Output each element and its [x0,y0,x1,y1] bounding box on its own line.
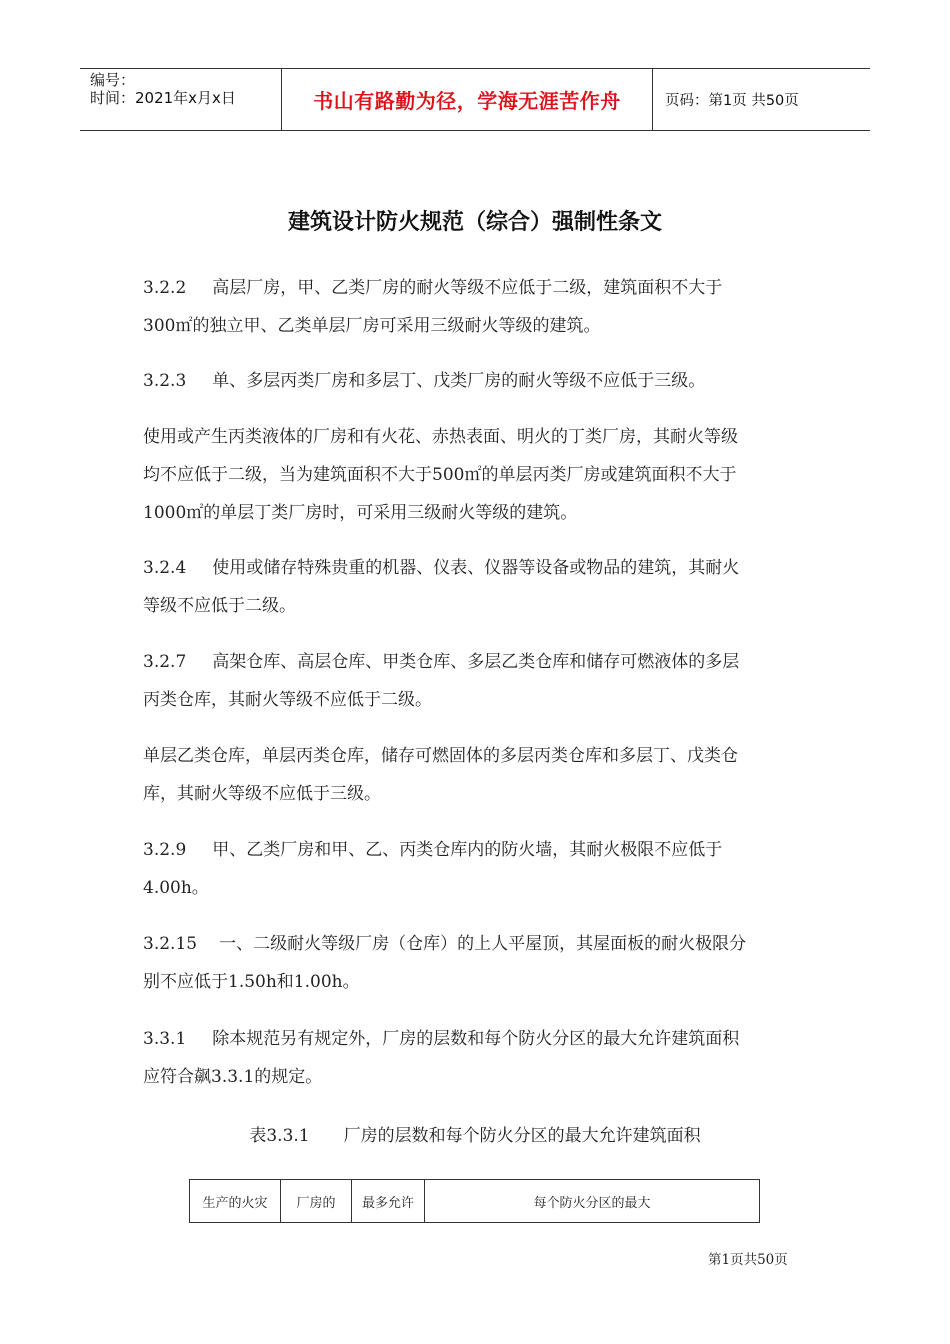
table-header-row [190,1180,760,1223]
clause-text: 甲、乙类厂房和甲、乙、丙类仓库内的防火墙，其耐火极限不应低于 [212,840,723,860]
clause-number: 3.2.4 [143,558,187,578]
paragraph-line: 单层乙类仓库，单层丙类仓库，储存可燃固体的多层丙类仓库和多层丁、戊类仓 [143,746,738,766]
clause-number: 3.3.1 [143,1029,187,1049]
header-page-cell [653,69,870,130]
clause-text: 等级不应低于二级。 [143,596,296,616]
paragraph-class-c-d [143,418,811,532]
clause-number: 3.2.2 [143,278,187,298]
header-motto-cell [281,69,653,130]
clause-3-2-3 [143,362,811,400]
page-footer: 第1页共50页 [708,1252,788,1268]
time-label: 时间：2021年x月x日 [90,89,236,107]
clause-text: 应符合飙3.3.1的规定。 [143,1067,323,1087]
clause-text: 丙类仓库，其耐火等级不应低于二级。 [143,690,432,710]
clause-3-3-1 [143,1020,811,1096]
clause-number: 3.2.15 [143,934,198,954]
table-header-cell: 最多允许 [352,1180,425,1223]
header-meta [80,69,281,130]
clause-number: 3.2.7 [143,652,187,672]
table-header-cell: 生产的火灾 [190,1180,281,1223]
paragraph-line: 1000㎡的单层丁类厂房时，可采用三级耐火等级的建筑。 [143,503,578,523]
clause-number: 3.2.9 [143,840,187,860]
clause-text: 一、二级耐火等级厂房（仓库）的上人平屋顶，其屋面板的耐火极限分 [219,934,747,954]
paragraph-line: 库，其耐火等级不应低于三级。 [143,784,381,804]
table-header-cell: 厂房的 [281,1180,352,1223]
clause-text: 4.00h。 [143,878,209,898]
number-label: 编号： [90,71,136,89]
clause-3-2-2 [143,269,811,345]
clause-text: 除本规范另有规定外，厂房的层数和每个防火分区的最大允许建筑面积 [212,1029,740,1049]
page-label: 页码：第1页 共50页 [665,93,799,109]
clause-text: 高层厂房，甲、乙类厂房的耐火等级不应低于二级，建筑面积不大于 [212,278,723,298]
table-header-cell: 每个防火分区的最大 [425,1180,760,1223]
paragraph-line: 使用或产生丙类液体的厂房和有火花、赤热表面、明火的丁类厂房，其耐火等级 [143,427,738,447]
document-title: 建筑设计防火规范（综合）强制性条文 [287,210,662,235]
clause-text: 高架仓库、高层仓库、甲类仓库、多层乙类仓库和储存可燃液体的多层 [212,652,740,672]
table-caption: 表3.3.1 厂房的层数和每个防火分区的最大允许建筑面积 [249,1126,701,1146]
clause-text: 别不应低于1.50h和1.00h。 [143,972,360,992]
paragraph-line: 均不应低于二级，当为建筑面积不大于500㎡的单层丙类厂房或建筑面积不大于 [143,465,737,485]
paragraph-warehouses [143,737,811,813]
clause-3-2-15 [143,925,811,1001]
clause-text: 单、多层丙类厂房和多层丁、戊类厂房的耐火等级不应低于三级。 [212,371,706,391]
clause-3-2-4 [143,549,811,625]
motto: 书山有路勤为径，学海无涯苦作舟 [313,89,621,113]
clause-3-2-9 [143,831,811,907]
clause-text: 使用或储存特殊贵重的机器、仪表、仪器等设备或物品的建筑，其耐火 [212,558,740,578]
clause-3-2-7 [143,643,811,719]
area-table [189,1179,760,1223]
page-header [80,68,870,131]
clause-number: 3.2.3 [143,371,187,391]
clause-text: 300㎡的独立甲、乙类单层厂房可采用三级耐火等级的建筑。 [143,316,601,336]
